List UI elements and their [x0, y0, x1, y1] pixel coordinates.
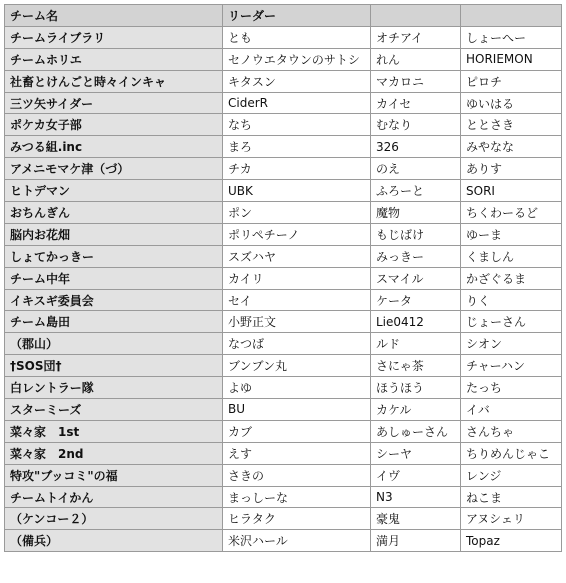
team-name-cell: （ケンコー２） [5, 508, 223, 530]
member-cell: れん [371, 48, 461, 70]
leader-cell: なち [223, 114, 371, 136]
team-name-cell: チーム中年 [5, 267, 223, 289]
member-cell: 豪鬼 [371, 508, 461, 530]
member-cell: のえ [371, 158, 461, 180]
header-member-3 [461, 5, 562, 27]
member-cell: 魔物 [371, 202, 461, 224]
team-name-cell: チーム島田 [5, 311, 223, 333]
leader-cell: UBK [223, 180, 371, 202]
member-cell: ゆーま [461, 223, 562, 245]
member-cell: N3 [371, 486, 461, 508]
table-row [5, 530, 562, 552]
member-cell: ありす [461, 158, 562, 180]
member-cell: もじばけ [371, 223, 461, 245]
team-name-cell: （郡山） [5, 333, 223, 355]
leader-cell: ポン [223, 202, 371, 224]
leader-cell: CiderR [223, 92, 371, 114]
leader-cell: セイ [223, 289, 371, 311]
team-name-cell: チームトイかん [5, 486, 223, 508]
member-cell: オチアイ [371, 26, 461, 48]
member-cell: Topaz [461, 530, 562, 552]
member-cell: ケータ [371, 289, 461, 311]
member-cell: SORI [461, 180, 562, 202]
table-row [5, 311, 562, 333]
team-name-cell: しょてかっきー [5, 245, 223, 267]
leader-cell: ブンブン丸 [223, 355, 371, 377]
team-name-cell: おちんぎん [5, 202, 223, 224]
member-cell: ちくわーるど [461, 202, 562, 224]
team-name-cell: †SOS団† [5, 355, 223, 377]
member-cell: イヴ [371, 464, 461, 486]
member-cell: むなり [371, 114, 461, 136]
team-name-cell: 菜々家 2nd [5, 442, 223, 464]
leader-cell: ポリペチーノ [223, 223, 371, 245]
table-row [5, 245, 562, 267]
team-table [4, 4, 562, 552]
member-cell: カイセ [371, 92, 461, 114]
member-cell: みやなな [461, 136, 562, 158]
member-cell: アヌシェリ [461, 508, 562, 530]
member-cell: カケル [371, 399, 461, 421]
team-roster [4, 4, 561, 552]
table-row [5, 289, 562, 311]
team-name-cell: 特攻"ブッコミ"の福 [5, 464, 223, 486]
table-row [5, 508, 562, 530]
member-cell: マカロニ [371, 70, 461, 92]
member-cell: ととさき [461, 114, 562, 136]
member-cell: かざぐるま [461, 267, 562, 289]
team-name-cell: 三ツ矢サイダー [5, 92, 223, 114]
table-row [5, 136, 562, 158]
leader-cell: カイリ [223, 267, 371, 289]
member-cell: ほうほう [371, 377, 461, 399]
team-name-cell: 脳内お花畑 [5, 223, 223, 245]
leader-cell: まろ [223, 136, 371, 158]
member-cell: 満月 [371, 530, 461, 552]
team-name-cell: 菜々家 1st [5, 420, 223, 442]
team-name-cell: 白レントラー隊 [5, 377, 223, 399]
header-team-name: チーム名 [5, 5, 223, 27]
member-cell: たっち [461, 377, 562, 399]
member-cell: ふろーと [371, 180, 461, 202]
table-row [5, 486, 562, 508]
table-row [5, 333, 562, 355]
leader-cell: さきの [223, 464, 371, 486]
leader-cell: よゆ [223, 377, 371, 399]
table-row [5, 464, 562, 486]
member-cell: さんちゃ [461, 420, 562, 442]
header-leader: リーダー [223, 5, 371, 27]
leader-cell: なつば [223, 333, 371, 355]
team-name-cell: イキスギ委員会 [5, 289, 223, 311]
table-row [5, 180, 562, 202]
member-cell: Lie0412 [371, 311, 461, 333]
table-row [5, 202, 562, 224]
table-row [5, 158, 562, 180]
member-cell: ねこま [461, 486, 562, 508]
table-row [5, 26, 562, 48]
leader-cell: スズハヤ [223, 245, 371, 267]
leader-cell: セノウエタウンのサトシ [223, 48, 371, 70]
table-row [5, 420, 562, 442]
member-cell: じょーさん [461, 311, 562, 333]
member-cell: みっきー [371, 245, 461, 267]
team-name-cell: スターミーズ [5, 399, 223, 421]
team-name-cell: チームホリエ [5, 48, 223, 70]
leader-cell: チカ [223, 158, 371, 180]
table-row [5, 355, 562, 377]
table-row [5, 223, 562, 245]
leader-cell: まっしーな [223, 486, 371, 508]
member-cell: チャーハン [461, 355, 562, 377]
table-row [5, 48, 562, 70]
member-cell: しょーへー [461, 26, 562, 48]
leader-cell: キタスン [223, 70, 371, 92]
team-name-cell: ヒトデマン [5, 180, 223, 202]
leader-cell: とも [223, 26, 371, 48]
team-name-cell: チームライブラリ [5, 26, 223, 48]
member-cell: HORIEMON [461, 48, 562, 70]
member-cell: あしゅーさん [371, 420, 461, 442]
member-cell: ゆいはる [461, 92, 562, 114]
leader-cell: えす [223, 442, 371, 464]
member-cell: ピロチ [461, 70, 562, 92]
member-cell: シーヤ [371, 442, 461, 464]
table-row [5, 442, 562, 464]
member-cell: シオン [461, 333, 562, 355]
member-cell: ルド [371, 333, 461, 355]
leader-cell: カブ [223, 420, 371, 442]
header-row [5, 5, 562, 27]
member-cell: りく [461, 289, 562, 311]
member-cell: レンジ [461, 464, 562, 486]
table-row [5, 92, 562, 114]
table-row [5, 70, 562, 92]
table-row [5, 114, 562, 136]
team-name-cell: （備兵） [5, 530, 223, 552]
member-cell: ちりめんじゃこ [461, 442, 562, 464]
team-name-cell: ポケカ女子部 [5, 114, 223, 136]
member-cell: イバ [461, 399, 562, 421]
table-row [5, 377, 562, 399]
team-name-cell: 社畜とけんごと時々インキャ [5, 70, 223, 92]
table-row [5, 267, 562, 289]
leader-cell: BU [223, 399, 371, 421]
table-row [5, 399, 562, 421]
leader-cell: ヒラタク [223, 508, 371, 530]
team-name-cell: みつる組.inc [5, 136, 223, 158]
member-cell: くましん [461, 245, 562, 267]
header-member-2 [371, 5, 461, 27]
member-cell: 326 [371, 136, 461, 158]
leader-cell: 小野正文 [223, 311, 371, 333]
team-name-cell: アメニモマケ津（づ） [5, 158, 223, 180]
member-cell: スマイル [371, 267, 461, 289]
member-cell: さにゃ茶 [371, 355, 461, 377]
leader-cell: 米沢ハール [223, 530, 371, 552]
